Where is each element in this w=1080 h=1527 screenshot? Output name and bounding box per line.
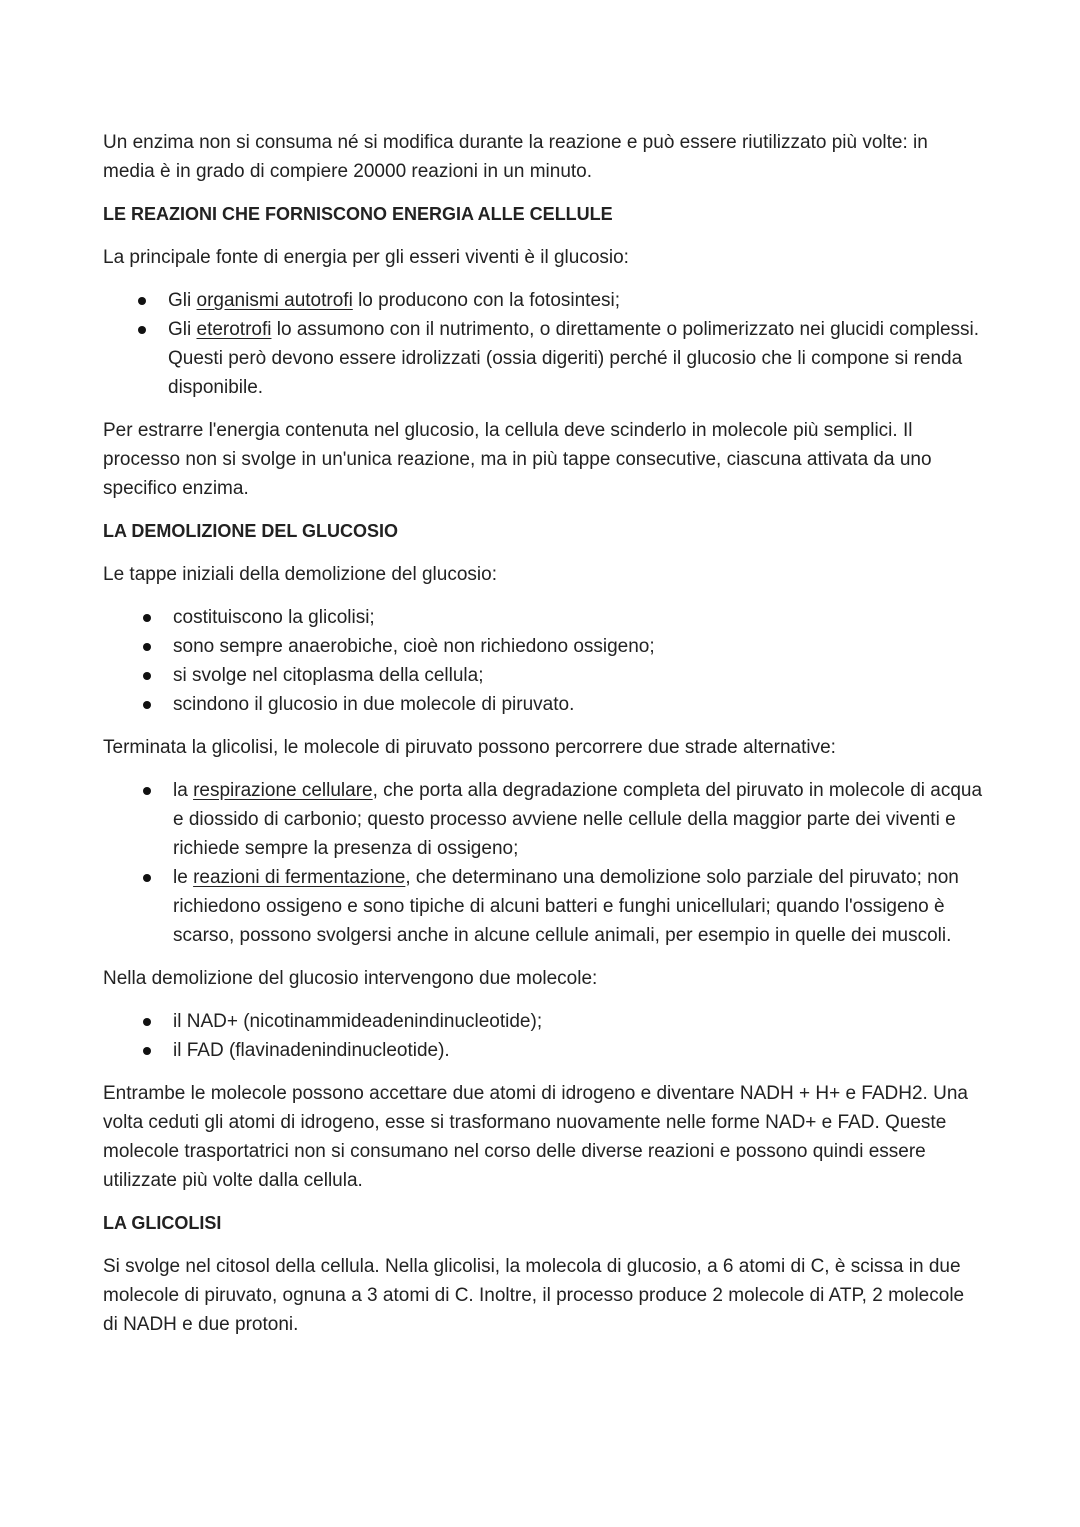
paragraph-energia: Per estrarre l'energia contenuta nel glucosio, la cellula deve scinderlo in molecole più semplici. Il processo non si svolge in un'unica reazione, ma in più tappe consecutive, ciascuna attivata da uno specifico enzima. — [103, 420, 932, 499]
list-item-text: Gli — [168, 290, 197, 311]
list-item-text: , che porta alla degradazione completa del piruvato in molecole di acqua e diossido di carbonio; questo processo avviene nelle cellule della maggior parte dei viventi e richiede sempre la presenza di ossigeno; — [173, 780, 983, 859]
bullet-icon — [143, 672, 151, 680]
list-item — [173, 1007, 983, 1036]
bullet-icon — [143, 1047, 151, 1055]
list-item — [173, 863, 983, 950]
list-item — [168, 315, 983, 402]
list-item-text: Gli — [168, 319, 197, 340]
bullet-icon — [143, 787, 151, 795]
list-item-text: lo assumono con il nutrimento, o direttamente o polimerizzato nei glucidi complessi. Questi però devono essere idrolizzati (ossia digeriti) perché il glucosio che li compone si renda disponibile. — [168, 319, 980, 398]
list-item — [168, 286, 983, 315]
bullet-icon — [143, 614, 151, 622]
list-item — [173, 1036, 983, 1065]
list-item-text: il NAD+ (nicotinammideadenindinucleotide); — [173, 1011, 543, 1032]
bullet-icon — [143, 874, 151, 882]
intro-paragraph: Un enzima non si consuma né si modifica durante la reazione e può essere riutilizzato più volte: in media è in grado di compiere 20000 reazioni in un minuto. — [103, 132, 928, 182]
section-lead-tappe: Le tappe iniziali della demolizione del glucosio: — [103, 564, 497, 585]
list-item — [173, 690, 983, 719]
bullet-icon — [143, 701, 151, 709]
list-item-text: sono sempre anaerobiche, cioè non richiedono ossigeno; — [173, 636, 655, 657]
bullet-list-tappe — [103, 603, 983, 719]
list-item-text: scindono il glucosio in due molecole di piruvato. — [173, 694, 575, 715]
underlined-term: respirazione cellulare — [193, 780, 373, 801]
paragraph-glicolisi: Si svolge nel citosol della cellula. Nella glicolisi, la molecola di glucosio, a 6 atomi di C, è scissa in due molecole di piruvato, ognuna a 3 atomi di C. Inoltre, il processo produce 2 molecole di ATP, 2 molecole di NADH e due protoni. — [103, 1256, 965, 1335]
list-item-text: le — [173, 867, 194, 888]
bullet-list-molecole — [103, 1007, 983, 1065]
list-item-text: si svolge nel citoplasma della cellula; — [173, 665, 484, 686]
section-heading-energia: LE REAZIONI CHE FORNISCONO ENERGIA ALLE CELLULE — [103, 204, 613, 224]
list-item — [173, 776, 983, 863]
bullet-icon — [138, 297, 146, 305]
section-lead-strade: Terminata la glicolisi, le molecole di piruvato possono percorrere due strade alternative: — [103, 737, 836, 758]
list-item-text: costituiscono la glicolisi; — [173, 607, 375, 628]
bullet-list-organismi — [103, 286, 983, 402]
list-item-text: lo producono con la fotosintesi; — [352, 290, 621, 311]
document-page — [103, 128, 983, 1353]
list-item-text: , che determinano una demolizione solo parziale del piruvato; non richiedono ossigeno e sono tipiche di alcuni batteri e funghi unicellulari; quando l'ossigeno è scarso, possono svolgersi anche in alcune cellule animali, per esempio in quelle dei muscoli. — [173, 867, 959, 946]
section-heading-glicolisi: LA GLICOLISI — [103, 1213, 222, 1233]
underlined-term: organismi autotrofi — [196, 290, 353, 311]
underlined-term: reazioni di fermentazione — [193, 867, 406, 888]
section-heading-demolizione: LA DEMOLIZIONE DEL GLUCOSIO — [103, 521, 399, 541]
bullet-list-strade — [103, 776, 983, 950]
list-item-text: la — [173, 780, 194, 801]
section-lead-glucosio: La principale fonte di energia per gli esseri viventi è il glucosio: — [103, 247, 629, 268]
section-lead-molecole: Nella demolizione del glucosio intervengono due molecole: — [103, 968, 598, 989]
underlined-term: eterotrofi — [196, 319, 272, 340]
list-item-text: il FAD (flavinadenindinucleotide). — [173, 1040, 450, 1061]
list-item — [173, 603, 983, 632]
list-item — [173, 632, 983, 661]
bullet-icon — [143, 643, 151, 651]
bullet-icon — [143, 1018, 151, 1026]
bullet-icon — [138, 326, 146, 334]
paragraph-trasportatrici: Entrambe le molecole possono accettare due atomi di idrogeno e diventare NADH + H+ e FADH2. Una volta ceduti gli atomi di idrogeno, esse si trasformano nuovamente nelle forme NAD+ e FAD. Queste molecole trasportatrici non si consumano nel corso delle diverse reazioni e possono quindi essere utilizzate più volte dalla cellula. — [103, 1083, 968, 1191]
list-item — [173, 661, 983, 690]
